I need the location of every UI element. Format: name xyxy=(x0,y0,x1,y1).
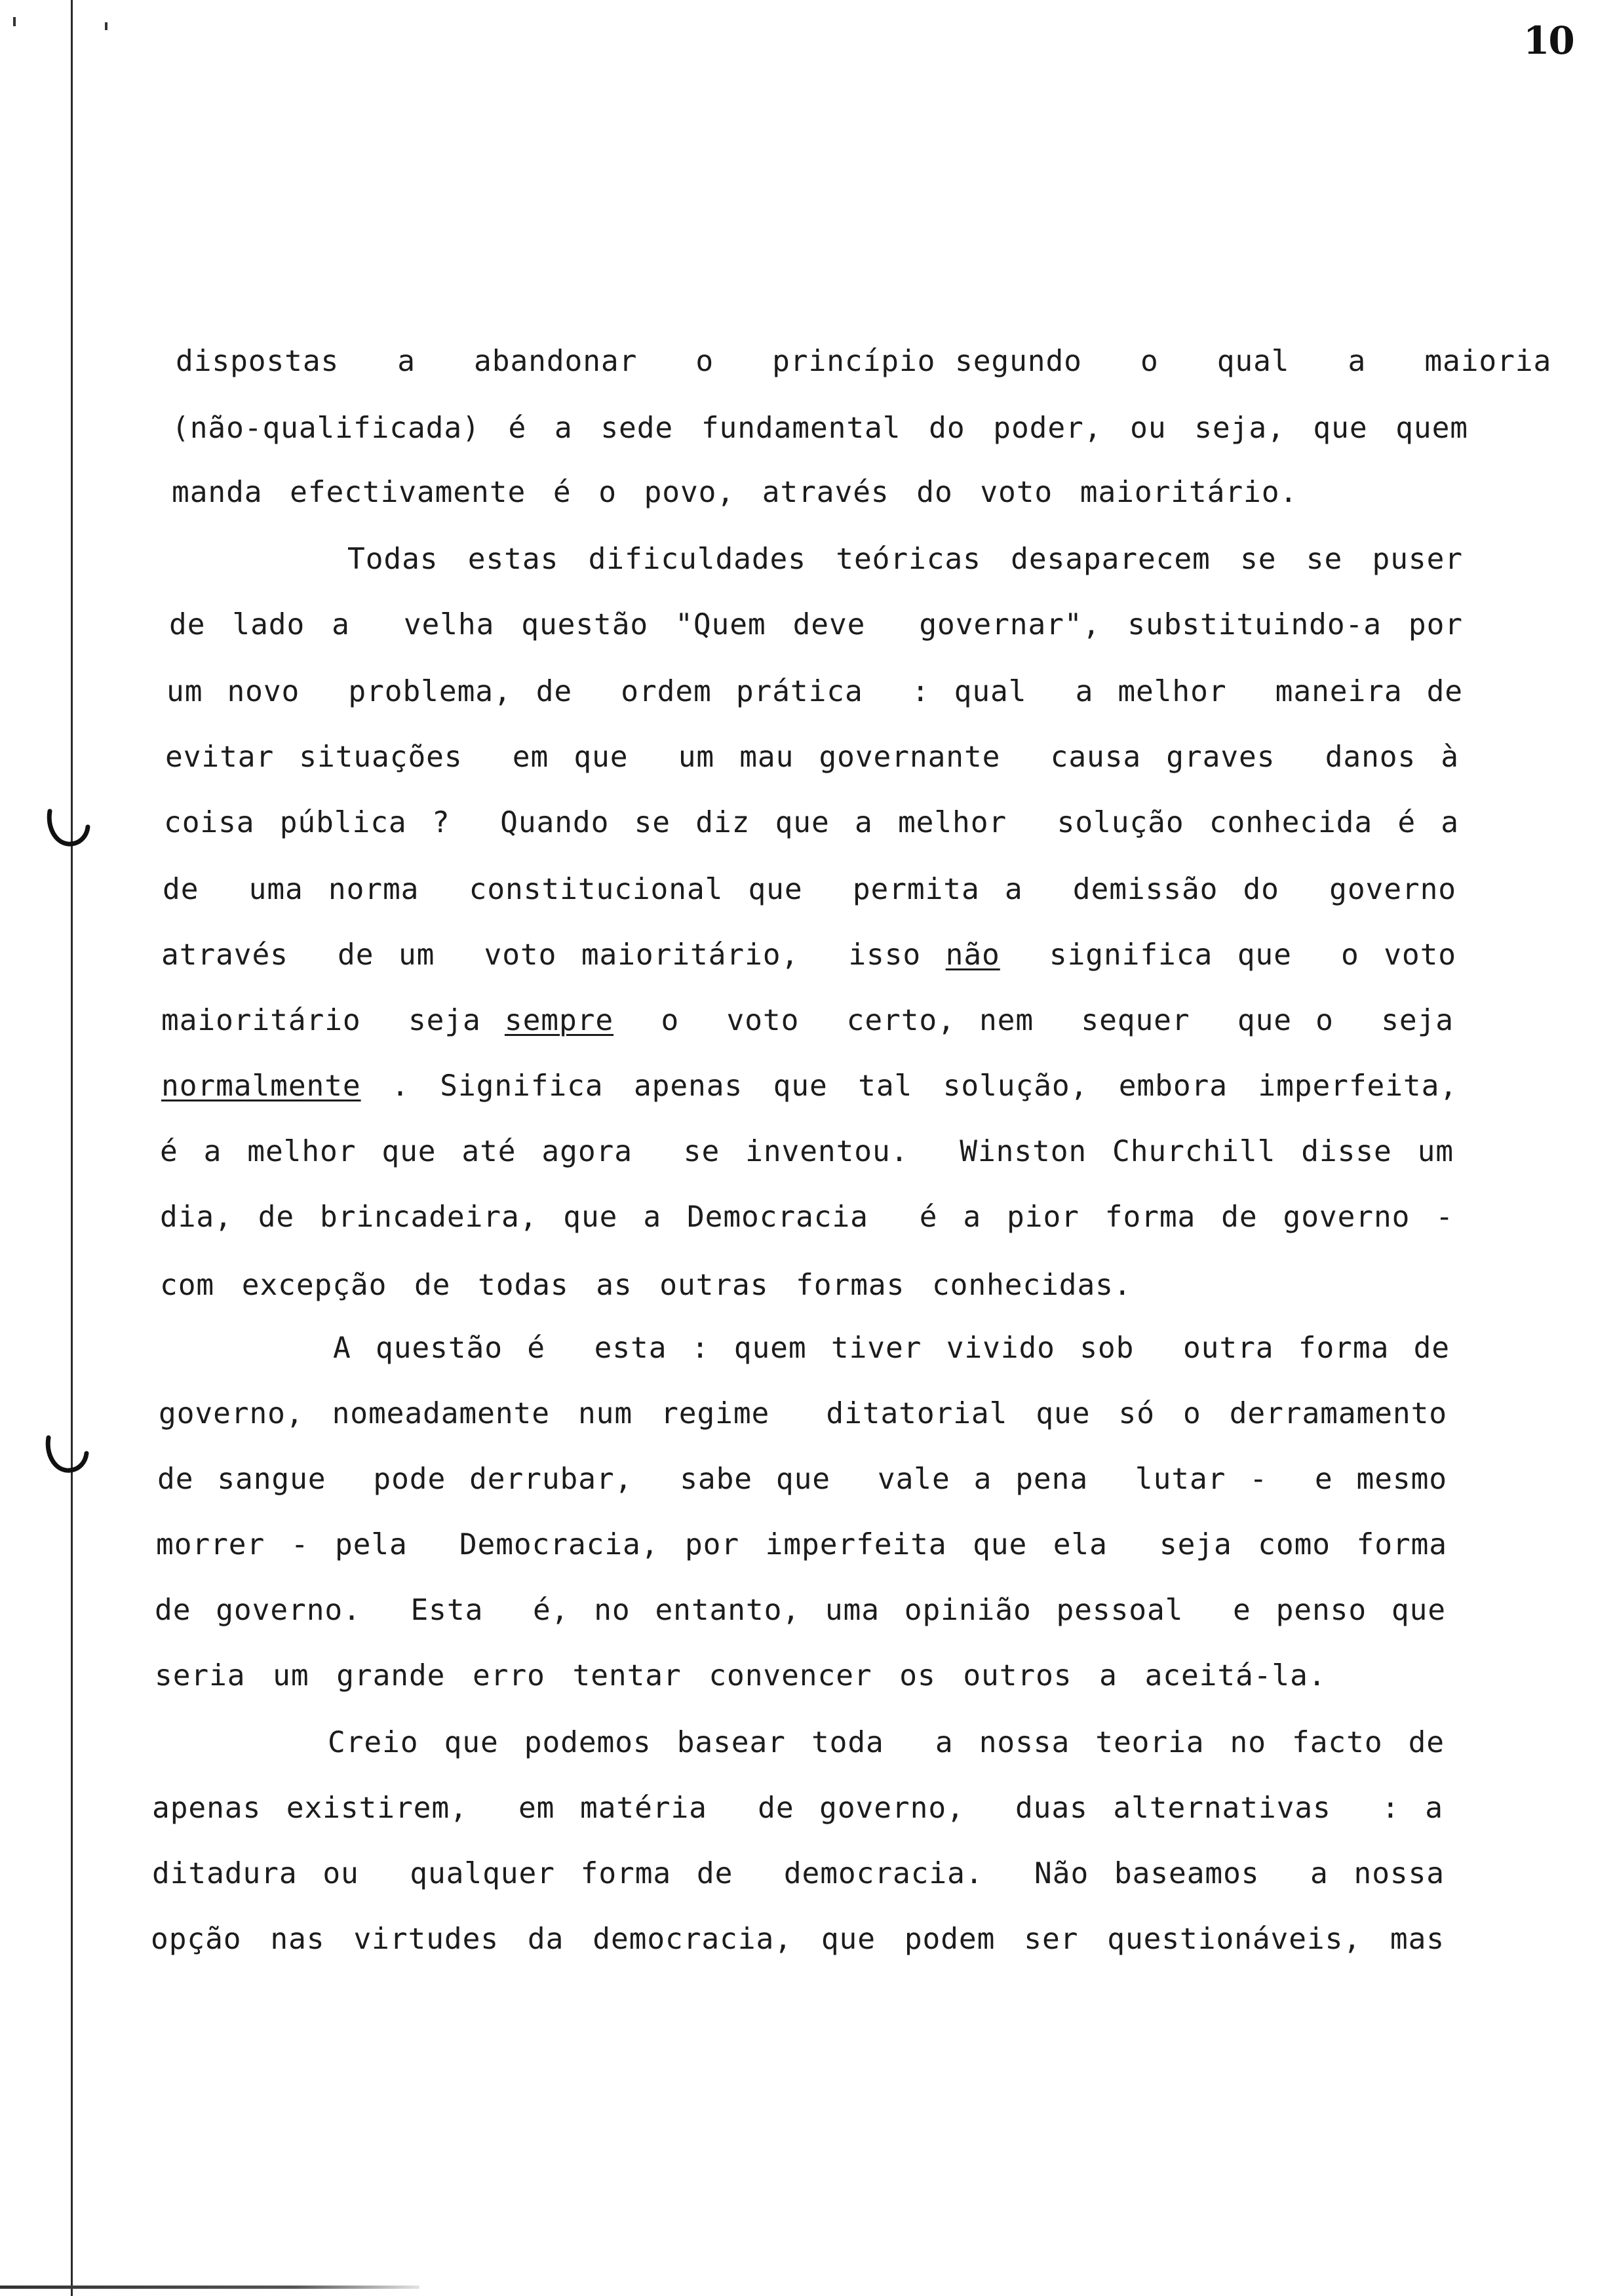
underlined-word: normalmente xyxy=(161,1069,361,1103)
text-segment: ditadura ou qualquer forma de democracia. Não baseamos a nossa xyxy=(152,1857,1445,1890)
text-line xyxy=(160,1200,1454,1234)
text-segment: opção nas virtudes da democracia, que podem ser questionáveis, mas xyxy=(151,1923,1445,1956)
corner-tick-mark xyxy=(105,22,107,30)
text-segment: através de um voto maioritário, isso xyxy=(161,938,946,972)
text-line xyxy=(160,1271,1132,1301)
text-line xyxy=(164,806,1459,839)
text-segment: evitar situações em que um mau governante causa graves danos à xyxy=(165,740,1459,774)
punch-hole-mark-icon xyxy=(42,1434,89,1476)
text-segment: A questão é esta : quem tiver vivido sob outra forma de xyxy=(333,1331,1450,1365)
text-line xyxy=(347,545,1463,575)
text-line xyxy=(166,675,1463,708)
text-segment: de uma norma constitucional que permita a demissão do governo xyxy=(163,873,1456,906)
text-segment: de governo. Esta é, no entanto, uma opinião pessoal e penso que xyxy=(155,1594,1446,1627)
text-line xyxy=(165,740,1459,774)
text-line xyxy=(159,1397,1447,1430)
text-segment: dia, de brincadeira, que a Democracia é a pior forma de governo - xyxy=(160,1200,1454,1234)
text-line xyxy=(172,411,1468,445)
text-segment: morrer - pela Democracia, por imperfeita que ela seja como forma xyxy=(156,1528,1447,1561)
punch-hole-mark-icon xyxy=(43,807,90,849)
text-line xyxy=(161,938,1456,972)
text-segment: é a melhor que até agora se inventou. Winston Churchill disse um xyxy=(160,1135,1454,1168)
text-line xyxy=(161,1069,1458,1103)
text-segment: (não-qualificada) é a sede fundamental do poder, ou seja, que quem xyxy=(172,411,1468,445)
text-segment: maioritário seja xyxy=(161,1004,505,1037)
text-line xyxy=(156,1528,1447,1561)
text-line xyxy=(328,1726,1445,1759)
underlined-word: não xyxy=(945,938,1000,972)
text-segment: coisa pública ? Quando se diz que a melhor solução conhecida é a xyxy=(164,806,1459,839)
text-segment: o voto certo, nem sequer que o seja xyxy=(613,1004,1454,1037)
text-line xyxy=(163,875,1456,905)
text-line xyxy=(333,1331,1450,1365)
text-segment: Creio que podemos basear toda a nossa teoria no facto de xyxy=(328,1726,1445,1759)
text-line xyxy=(161,1006,1454,1036)
corner-tick-mark xyxy=(13,17,16,26)
text-segment: um novo problema, de ordem prática : qual a melhor maneira de xyxy=(166,675,1463,708)
text-segment: dispostas a abandonar o princípio segundo o qual a maioria xyxy=(176,345,1552,378)
underlined-word: sempre xyxy=(504,1004,614,1037)
text-segment: seria um grande erro tentar convencer os outros a aceitá-la. xyxy=(155,1659,1327,1693)
text-line xyxy=(172,478,1298,508)
text-line xyxy=(157,1465,1447,1495)
text-segment: Todas estas dificuldades teóricas desaparecem se se puser xyxy=(347,543,1463,576)
text-line xyxy=(155,1596,1446,1626)
bottom-edge-line xyxy=(0,2286,419,2289)
text-segment: . Significa apenas que tal solução, embora imperfeita, xyxy=(360,1069,1458,1103)
text-line xyxy=(169,608,1463,641)
text-line xyxy=(152,1857,1445,1890)
text-line xyxy=(152,1791,1443,1825)
text-segment: de lado a velha questão "Quem deve governar", substituindo-a por xyxy=(169,608,1463,641)
text-segment: com excepção de todas as outras formas conhecidas. xyxy=(160,1269,1132,1302)
page-number: 10 xyxy=(1523,18,1574,63)
text-line xyxy=(151,1925,1445,1955)
text-segment: manda efectivamente é o povo, através do voto maioritário. xyxy=(172,476,1298,509)
text-line xyxy=(160,1135,1454,1168)
text-segment: governo, nomeadamente num regime ditatorial que só o derramamento xyxy=(159,1397,1447,1430)
text-line xyxy=(155,1659,1327,1693)
text-segment: de sangue pode derrubar, sabe que vale a pena lutar - e mesmo xyxy=(157,1463,1447,1496)
left-margin-line xyxy=(71,0,73,2296)
text-segment: apenas existirem, em matéria de governo, duas alternativas : a xyxy=(152,1791,1443,1825)
text-line xyxy=(176,347,1551,377)
text-segment: significa que o voto xyxy=(1000,938,1456,972)
